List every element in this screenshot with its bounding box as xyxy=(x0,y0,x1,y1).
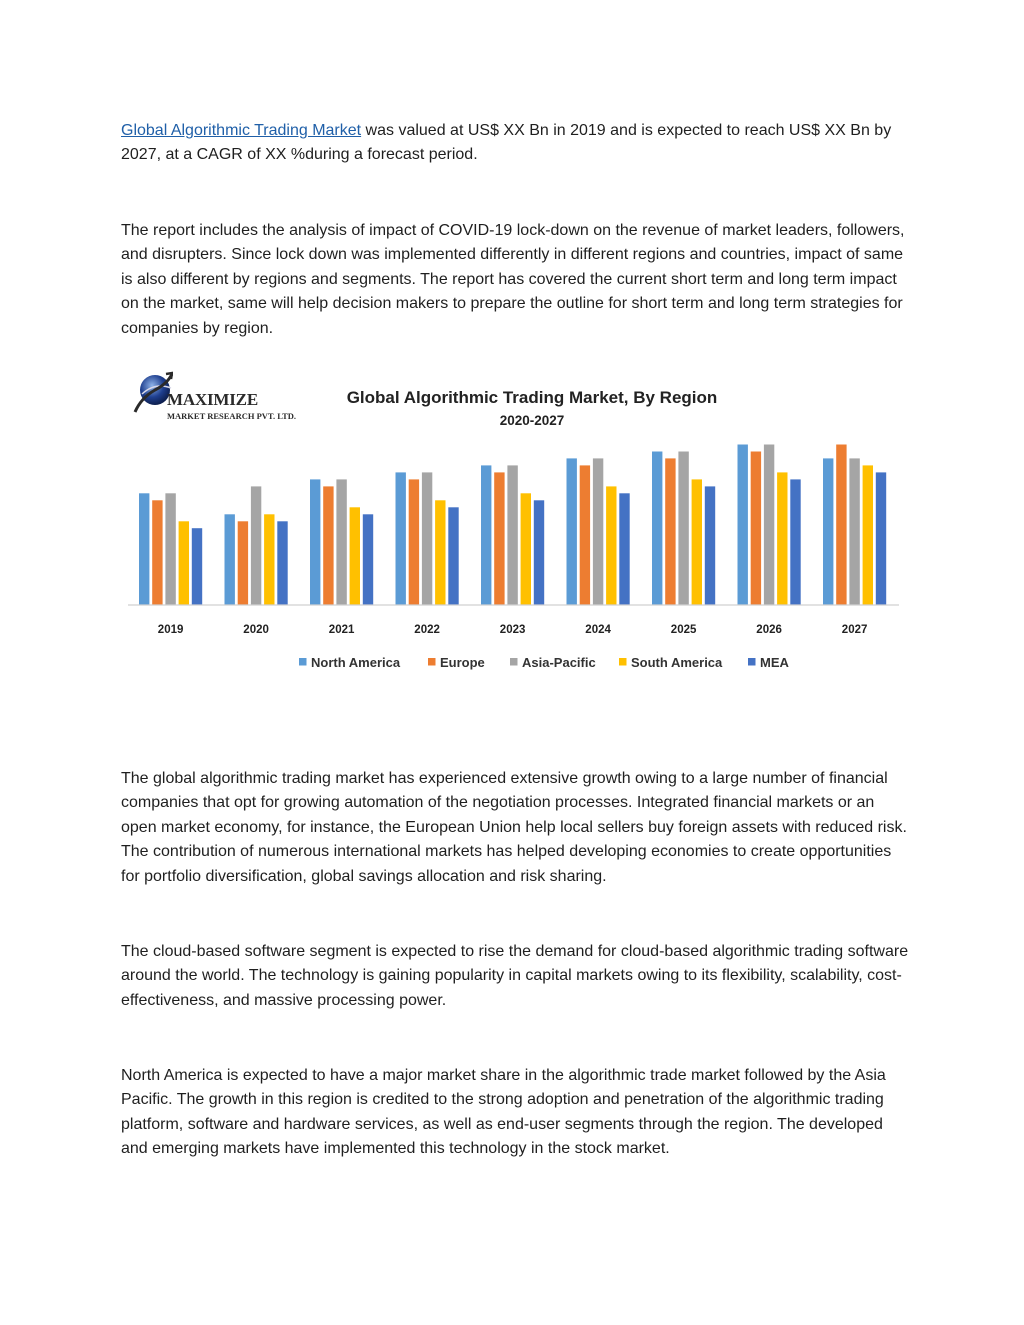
bar-2022-asia-pacific xyxy=(422,472,432,605)
logo-subtitle: MARKET RESEARCH PVT. LTD. xyxy=(167,411,297,421)
bar-2026-mea xyxy=(790,479,800,605)
bar-2025-europe xyxy=(665,458,675,605)
legend-label: Asia-Pacific xyxy=(522,655,596,670)
bar-2025-mea xyxy=(705,486,715,605)
bar-2024-south-america xyxy=(606,486,616,605)
x-tick-label: 2020 xyxy=(243,624,269,636)
bar-2020-asia-pacific xyxy=(251,486,261,605)
bar-2026-europe xyxy=(751,452,761,606)
x-tick-label: 2025 xyxy=(670,624,697,636)
x-tick-label: 2026 xyxy=(756,624,782,636)
bar-2023-mea xyxy=(534,500,544,605)
x-tick-label: 2024 xyxy=(585,624,611,636)
bar-2026-north-america xyxy=(738,445,748,606)
legend-swatch xyxy=(748,658,756,666)
bar-2027-asia-pacific xyxy=(849,458,859,605)
x-tick-label: 2023 xyxy=(499,624,526,636)
x-axis-ticks xyxy=(158,624,868,636)
legend-label: South America xyxy=(631,655,723,670)
legend-label: North America xyxy=(311,655,401,670)
bar-2019-europe xyxy=(152,500,162,605)
bar-2022-europe xyxy=(409,479,419,605)
x-tick-label: 2022 xyxy=(414,624,440,636)
chart-title: Global Algorithmic Trading Market, By Region xyxy=(346,388,718,407)
bar-2025-north-america xyxy=(652,452,662,606)
bar-2026-asia-pacific xyxy=(764,445,774,606)
bars-group xyxy=(139,445,886,606)
bar-2021-north-america xyxy=(310,479,320,605)
bar-2027-europe xyxy=(836,445,846,606)
legend-label: Europe xyxy=(440,655,485,670)
legend-swatch xyxy=(510,658,518,666)
x-tick-label: 2021 xyxy=(328,624,355,636)
bar-2019-north-america xyxy=(139,493,149,605)
bar-2020-mea xyxy=(277,521,287,605)
logo-name: MAXIMIZE xyxy=(167,390,258,409)
bar-2021-europe xyxy=(323,486,333,605)
bar-2024-asia-pacific xyxy=(593,458,603,605)
bar-2019-south-america xyxy=(179,521,189,605)
legend-swatch xyxy=(619,658,627,666)
bar-2022-mea xyxy=(448,507,458,605)
bar-2023-north-america xyxy=(481,465,491,605)
bar-2021-south-america xyxy=(350,507,360,605)
bar-2020-europe xyxy=(238,521,248,605)
market-report-link[interactable]: Global Algorithmic Trading Market xyxy=(121,122,362,139)
bar-2022-south-america xyxy=(435,500,445,605)
bar-2024-europe xyxy=(580,465,590,605)
covid-impact-paragraph: The report includes the analysis of impact of COVID-19 lock-down on the revenue of market leaders, followers, and disrupters. Since lock down was implemented differently in different regions and countries, impact of same is also different by regions and segments. The report has covered the current short term and long term impact on the market, same will help decision makers to prepare the outline for short term and long term strategies for companies by region. xyxy=(121,222,905,337)
bar-2020-north-america xyxy=(225,514,235,605)
legend-label: MEA xyxy=(760,655,789,670)
bar-2024-mea xyxy=(619,493,629,605)
bar-2021-asia-pacific xyxy=(336,479,346,605)
bar-2024-north-america xyxy=(567,458,577,605)
bar-2027-mea xyxy=(876,472,886,605)
cloud-software-paragraph: The cloud-based software segment is expected to rise the demand for cloud-based algorithmic trading software around the world. The technology is gaining popularity in capital markets owing to its flexibility, scalability, cost-effectiveness, and massive processing power. xyxy=(121,943,909,1009)
bar-2019-mea xyxy=(192,528,202,605)
bar-2023-south-america xyxy=(521,493,531,605)
chart-subtitle: 2020-2027 xyxy=(499,413,565,428)
bar-2026-south-america xyxy=(777,472,787,605)
intro-paragraph-text: was valued at US$ XX Bn in 2019 and is expected to reach US$ XX Bn by 2027, at a CAGR of XX %during a forecast period. xyxy=(121,122,892,164)
bar-2027-north-america xyxy=(823,458,833,605)
chart-legend xyxy=(299,655,790,670)
x-tick-label: 2019 xyxy=(157,624,184,636)
north-america-paragraph: North America is expected to have a major market share in the algorithmic trade market followed by the Asia Pacific. The growth in this region is credited to the strong adoption and penetration of the algorithmic trading platform, software and hardware services, as well as end-user segments through the region. The developed and emerging markets have implemented this technology in the stock market. xyxy=(121,1067,886,1158)
bar-2021-mea xyxy=(363,514,373,605)
bar-2025-south-america xyxy=(692,479,702,605)
bar-2027-south-america xyxy=(863,465,873,605)
intro-paragraph xyxy=(121,119,911,168)
bar-2023-europe xyxy=(494,472,504,605)
bar-chart xyxy=(121,362,911,692)
bar-2025-asia-pacific xyxy=(678,452,688,606)
bar-2023-asia-pacific xyxy=(507,465,517,605)
market-chart-figure xyxy=(121,362,911,692)
bar-2022-north-america xyxy=(396,472,406,605)
legend-swatch xyxy=(299,658,307,666)
bar-2020-south-america xyxy=(264,514,274,605)
growth-paragraph: The global algorithmic trading market has experienced extensive growth owing to a large number of financial companies that opt for growing automation of the negotiation processes. Integrated financial markets or an open market economy, for instance, the European Union help local sellers buy foreign assets with reduced risk. The contribution of numerous international markets has helped developing economies to create opportunities for portfolio diversification, global savings allocation and risk sharing. xyxy=(121,770,907,885)
bar-2019-asia-pacific xyxy=(165,493,175,605)
x-tick-label: 2027 xyxy=(841,624,868,636)
legend-swatch xyxy=(428,658,436,666)
